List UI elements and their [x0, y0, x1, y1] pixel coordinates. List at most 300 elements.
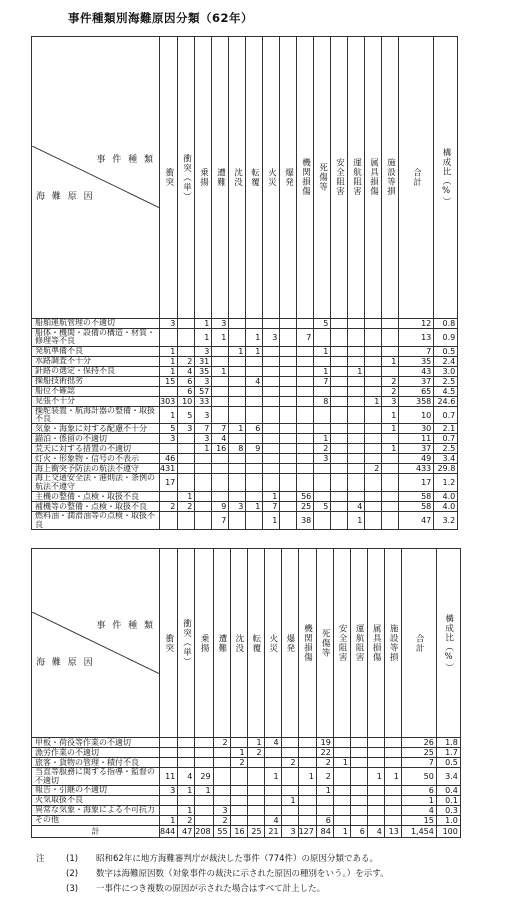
table-cell — [246, 512, 263, 530]
table-cell — [213, 748, 230, 758]
table-cell — [331, 434, 348, 444]
table-cell: 2 — [316, 768, 333, 786]
table-cell: 3 — [195, 346, 212, 356]
table-cell — [331, 396, 348, 406]
table-cell — [263, 366, 280, 376]
table-cell: 1 — [178, 786, 195, 796]
table-cell: 1 — [229, 346, 246, 356]
table-cell — [178, 512, 195, 530]
total-cell: 47 — [178, 826, 195, 838]
column-header-label: 運航阻害 — [351, 158, 362, 197]
table-cell: 1 — [382, 356, 399, 366]
table-cell — [212, 406, 229, 424]
row-label: 旅客・貨物の管理・積付不良 — [32, 758, 160, 768]
table-cell — [331, 454, 348, 464]
table-cell — [229, 318, 246, 328]
table-cell — [229, 396, 246, 406]
table-cell — [314, 512, 331, 530]
table-cell: 7 — [401, 758, 436, 768]
table-cell — [195, 738, 213, 748]
table-cell: 2 — [178, 816, 195, 826]
table-cell: 5 — [160, 424, 178, 434]
table-cell — [298, 738, 316, 748]
table-cell — [229, 512, 246, 530]
row-label: 燃料油・潤滑油等の点検・取扱不良 — [32, 512, 160, 530]
table-cell — [365, 406, 382, 424]
table-cell — [229, 434, 246, 444]
table-cell — [213, 758, 230, 768]
row-label: その他 — [32, 816, 160, 826]
table-cell: 3 — [263, 328, 280, 346]
table-row — [32, 346, 458, 356]
table-cell — [213, 796, 230, 806]
table-cell — [350, 758, 367, 768]
table-cell — [229, 464, 246, 474]
table-cell: 4 — [178, 768, 195, 786]
table-cell — [246, 474, 263, 492]
note-3: (3) 一事件につき複数の原因が示された場合はすべて計上した。 — [66, 884, 326, 894]
table-cell — [348, 318, 365, 328]
table-cell — [331, 502, 348, 512]
column-header-label: 遭難 — [215, 167, 226, 187]
table-cell: 3.4 — [434, 454, 458, 464]
table-cell: 16 — [212, 444, 229, 454]
table-cell — [247, 768, 264, 786]
column-header-label: 乗揚 — [199, 633, 210, 653]
table-cell: 1 — [212, 328, 229, 346]
row-label: 灯火・形象物・信号の不表示 — [32, 454, 160, 464]
table-cell: 0.1 — [436, 796, 460, 806]
column-header-label: 沈没 — [233, 633, 244, 653]
table-cell — [348, 376, 365, 386]
table-cell: 4.0 — [434, 492, 458, 502]
table-cell — [263, 474, 280, 492]
table-cell: 29 — [195, 768, 213, 786]
table-cell — [314, 424, 331, 434]
header-row — [32, 549, 461, 738]
table-cell: 15 — [401, 816, 436, 826]
table-cell — [331, 356, 348, 366]
table-cell — [195, 748, 213, 758]
table-cell — [382, 492, 399, 502]
table-cell — [212, 396, 229, 406]
table-cell — [160, 328, 178, 346]
table-cell — [384, 738, 401, 748]
table-cell — [230, 738, 247, 748]
total-cell: 208 — [195, 826, 213, 838]
row-label: 操舵装置・航海計器の整備・取扱不良 — [32, 406, 160, 424]
table-cell: 1 — [384, 768, 401, 786]
table-cell: 4 — [348, 502, 365, 512]
table-cell: 1 — [178, 806, 195, 816]
table-cell — [314, 474, 331, 492]
table-cell — [316, 796, 333, 806]
column-header-label: 機関損傷 — [300, 158, 311, 197]
table-row — [32, 318, 458, 328]
table-cell: 3 — [382, 396, 399, 406]
table-cell: 29.8 — [434, 464, 458, 474]
table-cell — [229, 386, 246, 396]
column-header-label: 運航阻害 — [354, 624, 365, 663]
table-cell — [297, 474, 314, 492]
total-cell: 16 — [230, 826, 247, 838]
table-cell: 0.7 — [434, 434, 458, 444]
table-cell — [331, 464, 348, 474]
table-row — [32, 356, 458, 366]
table-cell: 1 — [367, 768, 384, 786]
table-cell — [314, 386, 331, 396]
table-cell — [348, 492, 365, 502]
table-cell — [264, 806, 281, 816]
table-cell: 43 — [399, 366, 434, 376]
table-cell: 1 — [314, 366, 331, 376]
table-cell — [314, 356, 331, 366]
table-cell: 1 — [314, 346, 331, 356]
row-label: 火気取扱不良 — [32, 796, 160, 806]
table-cell — [333, 816, 350, 826]
table-cell — [230, 796, 247, 806]
total-cell: 4 — [367, 826, 384, 838]
table-cell — [246, 366, 263, 376]
table-cell: 6 — [316, 816, 333, 826]
table-cell — [365, 356, 382, 366]
table-cell: 65 — [399, 386, 434, 396]
table-cell — [229, 474, 246, 492]
table-cell — [263, 376, 280, 386]
table-cell — [331, 424, 348, 434]
table-cell — [246, 434, 263, 444]
table-cell: 1 — [160, 346, 178, 356]
table-cell — [298, 786, 316, 796]
column-header — [350, 549, 367, 738]
table-cell — [178, 454, 195, 464]
table-cell: 0.5 — [436, 758, 460, 768]
table-cell: 13 — [399, 328, 434, 346]
table-cell — [350, 786, 367, 796]
table-cell: 1 — [281, 796, 298, 806]
table-cell: 3.0 — [434, 366, 458, 376]
notes — [36, 852, 389, 897]
table-cell — [384, 758, 401, 768]
table-cell — [348, 328, 365, 346]
table-cell — [263, 356, 280, 366]
table-cell: 35 — [399, 356, 434, 366]
table-cell — [246, 464, 263, 474]
table-cell: 4 — [401, 806, 436, 816]
column-header — [264, 549, 281, 738]
table-cell — [280, 318, 297, 328]
table-cell — [384, 806, 401, 816]
table-cell — [195, 474, 212, 492]
row-label: 針路の選定・保持不良 — [32, 366, 160, 376]
column-header-label: 沈没 — [232, 167, 243, 187]
total-cell: 100 — [436, 826, 460, 838]
table-cell: 1 — [333, 758, 350, 768]
table-cell — [195, 492, 212, 502]
corner-cell — [32, 549, 160, 738]
total-cell: 21 — [264, 826, 281, 838]
table-cell: 2 — [314, 444, 331, 454]
table-row — [32, 738, 461, 748]
table-cell: 10 — [178, 396, 195, 406]
column-header-label: 死傷等 — [317, 163, 328, 192]
row-label: 海上衝突予防法の航法不遵守 — [32, 464, 160, 474]
table-cell — [314, 328, 331, 346]
table-cell — [178, 328, 195, 346]
table-cell — [297, 376, 314, 386]
table-cell — [367, 816, 384, 826]
table-cell — [314, 492, 331, 502]
table-cell: 2 — [230, 758, 247, 768]
table-cell — [348, 454, 365, 464]
row-label: 船舶運航管理の不適切 — [32, 318, 160, 328]
table-cell: 0.5 — [434, 346, 458, 356]
table-cell — [365, 424, 382, 434]
table-cell — [212, 356, 229, 366]
table-cell: 2.5 — [434, 376, 458, 386]
table-cell — [281, 806, 298, 816]
table-cell: 3 — [160, 434, 178, 444]
note-1: 注 (1) 昭和62年に地方海難審判庁が裁決した事件（774件）の原因分類である。 — [36, 854, 379, 864]
column-header-label: 爆発 — [283, 167, 294, 187]
column-header-label: 爆発 — [284, 633, 295, 653]
column-header — [384, 549, 401, 738]
table-cell — [263, 464, 280, 474]
total-row — [32, 826, 461, 838]
table-cell — [280, 444, 297, 454]
table-row — [32, 376, 458, 386]
table-cell — [331, 474, 348, 492]
table-cell: 35 — [195, 366, 212, 376]
column-header-label: 衝突 — [163, 167, 174, 187]
table-row — [32, 796, 461, 806]
table-cell: 1 — [230, 748, 247, 758]
table-row — [32, 366, 458, 376]
table-cell — [263, 386, 280, 396]
table-cell — [333, 796, 350, 806]
column-header — [247, 549, 264, 738]
table-cell: 1 — [382, 406, 399, 424]
table-cell — [229, 328, 246, 346]
table-cell — [178, 796, 195, 806]
table-cell: 2 — [316, 758, 333, 768]
table-cell — [348, 406, 365, 424]
table-cell: 1 — [264, 768, 281, 786]
table-cell — [365, 376, 382, 386]
table-cell — [280, 356, 297, 366]
table-cell — [384, 748, 401, 758]
table-cell: 0.8 — [434, 318, 458, 328]
table-cell: 0.9 — [434, 328, 458, 346]
table-cell: 33 — [195, 396, 212, 406]
table-cell — [331, 406, 348, 424]
column-header-label: 属具損傷 — [368, 158, 379, 197]
column-header-label: 死傷等 — [320, 628, 331, 658]
corner-top-label: 事 件 種 類 — [96, 155, 155, 166]
table-cell — [246, 318, 263, 328]
table-cell — [280, 328, 297, 346]
table-cell: 6 — [246, 424, 263, 434]
table-cell: 6 — [178, 376, 195, 386]
table-cell — [230, 786, 247, 796]
table-cell: 19 — [316, 738, 333, 748]
table-cell — [350, 738, 367, 748]
corner-cell — [32, 37, 160, 319]
column-header-label: 構成比（%） — [441, 148, 452, 207]
table-cell — [229, 454, 246, 464]
table-row — [32, 454, 458, 464]
column-header — [434, 37, 458, 319]
column-header — [348, 37, 365, 319]
column-header — [331, 37, 348, 319]
row-label: 補機等の整備・点検・取扱不良 — [32, 502, 160, 512]
table-cell — [348, 444, 365, 454]
column-header — [195, 37, 212, 319]
table-cell — [331, 444, 348, 454]
table-cell: 1.7 — [436, 748, 460, 758]
column-header-label: 機関損傷 — [302, 624, 313, 663]
table-cell: 8 — [229, 444, 246, 454]
column-header — [367, 549, 384, 738]
table-cell — [382, 454, 399, 464]
column-header — [316, 549, 333, 738]
table-cell — [280, 396, 297, 406]
table-row — [32, 512, 458, 530]
table-cell: 3 — [212, 318, 229, 328]
table-cell — [229, 366, 246, 376]
table-cell — [365, 512, 382, 530]
row-label: 当直等服務に関する指導・監督の不適切 — [32, 768, 160, 786]
table-cell — [263, 434, 280, 444]
table-cell: 7 — [195, 424, 212, 434]
table-cell: 5 — [178, 406, 195, 424]
column-header — [212, 37, 229, 319]
table-cell — [382, 502, 399, 512]
table-cell: 3 — [195, 376, 212, 386]
column-header — [230, 549, 247, 738]
table-cell: 7 — [212, 512, 229, 530]
total-cell: 84 — [316, 826, 333, 838]
table-cell: 4.5 — [434, 386, 458, 396]
column-header-label: 合計 — [411, 167, 422, 187]
table-cell: 0.3 — [436, 806, 460, 816]
table-cell: 1 — [160, 366, 178, 376]
table-cell: 22 — [316, 748, 333, 758]
table-cell: 3 — [314, 454, 331, 464]
table-cell — [230, 768, 247, 786]
table-cell — [195, 758, 213, 768]
total-cell: 1,454 — [401, 826, 436, 838]
table-cell — [281, 786, 298, 796]
table-cell: 7 — [297, 328, 314, 346]
table-cell — [280, 492, 297, 502]
table-cell — [263, 424, 280, 434]
table-cell: 3 — [160, 318, 178, 328]
table-cell: 0.4 — [436, 786, 460, 796]
table-cell — [280, 434, 297, 444]
table-cell — [247, 816, 264, 826]
table-cell: 4 — [212, 434, 229, 444]
table-cell — [212, 386, 229, 396]
table-cell: 57 — [195, 386, 212, 396]
corner-bottom-label: 海 難 原 因 — [36, 658, 95, 669]
table-cell — [230, 816, 247, 826]
table-cell: 3 — [195, 406, 212, 424]
table-cell: 2 — [213, 738, 230, 748]
table-cell — [297, 346, 314, 356]
table-row — [32, 328, 458, 346]
table-row — [32, 768, 461, 786]
column-header-label: 衝突 — [163, 633, 174, 653]
table-cell: 1 — [160, 356, 178, 366]
table-cell: 1 — [298, 768, 316, 786]
table-cell: 2.1 — [434, 424, 458, 434]
table-cell — [331, 366, 348, 376]
column-header-label: 火災 — [266, 167, 277, 187]
table-cell — [297, 356, 314, 366]
table-cell: 38 — [297, 512, 314, 530]
table-cell — [280, 346, 297, 356]
table-cell: 1 — [212, 366, 229, 376]
table-cell: 1 — [263, 512, 280, 530]
table-cell: 37 — [399, 376, 434, 386]
header-row — [32, 37, 458, 319]
table-cell — [365, 502, 382, 512]
table-cell: 15 — [160, 376, 178, 386]
column-header — [229, 37, 246, 319]
table-cell — [298, 816, 316, 826]
table-cell — [280, 512, 297, 530]
table-cell — [382, 346, 399, 356]
table-cell — [348, 424, 365, 434]
table-row — [32, 806, 461, 816]
table-cell — [246, 356, 263, 366]
column-header — [333, 549, 350, 738]
table-cell: 1 — [247, 738, 264, 748]
table-cell: 46 — [160, 454, 178, 464]
column-header-label: 衝突（単） — [181, 619, 192, 667]
table-cell: 5 — [314, 318, 331, 328]
row-label: 甲板・荷役等作業の不適切 — [32, 738, 160, 748]
table-cell — [331, 346, 348, 356]
table-row — [32, 786, 461, 796]
table-cell — [365, 434, 382, 444]
table-cell: 433 — [399, 464, 434, 474]
table-cell — [263, 346, 280, 356]
column-header — [436, 549, 460, 738]
table-cell — [331, 376, 348, 386]
table-cell — [331, 318, 348, 328]
table-row — [32, 492, 458, 502]
table-cell — [365, 492, 382, 502]
table-row — [32, 386, 458, 396]
row-label: 海上交通安全法・港則法・条例の航法不遵守 — [32, 474, 160, 492]
table-row — [32, 424, 458, 434]
table-cell — [384, 786, 401, 796]
table-cell — [350, 816, 367, 826]
table-cell — [264, 786, 281, 796]
column-header — [246, 37, 263, 319]
table-cell — [348, 474, 365, 492]
column-header-label: 安全阻害 — [334, 158, 345, 197]
table-cell — [331, 512, 348, 530]
column-header-label: 施設等損 — [385, 158, 396, 197]
table-cell: 30 — [399, 424, 434, 434]
table-cell — [178, 318, 195, 328]
table-cell — [160, 444, 178, 454]
table-cell — [160, 796, 178, 806]
table-cell: 4 — [246, 376, 263, 386]
